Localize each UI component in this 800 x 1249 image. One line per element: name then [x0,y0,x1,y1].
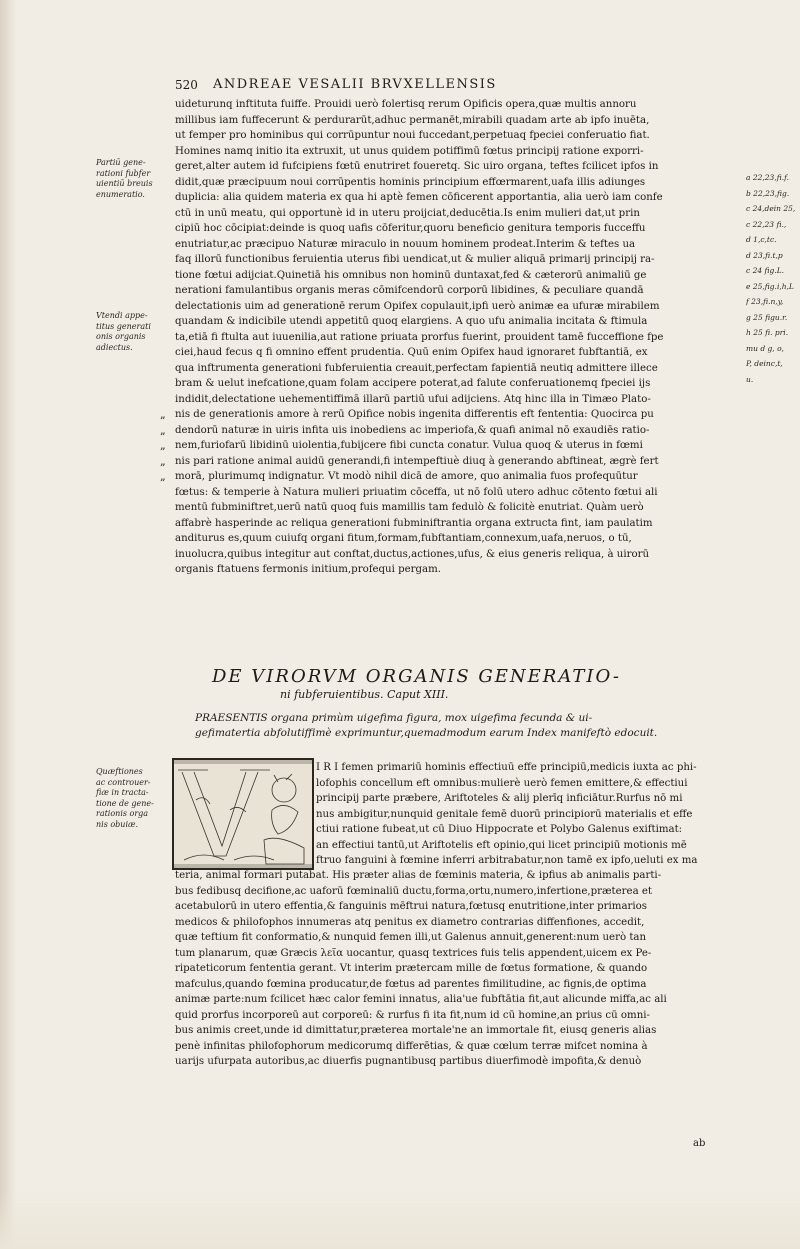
text-line: dendorū naturæ in uiris infita uis inobediens ac imperiofa,& quafi animal nō exaudiēs ratio- [175,424,650,436]
text-line: ftruo fanguini à fœmine inferri arbitrabatur,non tamē ex ipfo,ueluti ex ma [316,855,698,866]
text-line: ctiui ratione fubeat,ut cū Diuo Hippocrate et Polybo Galenus exiftimat: [316,824,683,835]
text-line: h 25 fi. pri. [746,328,789,337]
decorated-initial-v [172,758,314,870]
text-line: Partiū gene- [96,158,146,167]
catchword: ab [693,1138,706,1149]
text-line: nis obuiæ. [96,819,139,829]
quote-marks [160,407,166,485]
text-line: nis pari ratione animal auidū generandi,fi intempeftiuè diuq à generando abftineat, ægrè fert [175,455,659,467]
text-line: c 24,dein 25, [746,204,796,213]
summary-line: PRAESENTIS organa primùm uigefima figura, mox uigefima fecunda & ui- [195,712,593,724]
chapter-summary [195,711,740,741]
margin-note-generation-organs [96,158,174,200]
text-line: millibus iam fuffecerunt & perdurarūt,adhuc permanēt,mirabili quadam arte ab ipfo inuēta, [175,114,650,126]
text-line: titus generati [96,321,151,331]
chapter-subtitle: ni fubferuientibus. Caput XIII. [280,688,449,701]
text-line: c 22,23 fi., [746,219,787,229]
text-line: quæ teftium fit conformatio,& nunquid femen illi,ut Galenus annuit,generent:num uerò tan [175,932,647,943]
text-line: bus fedibusq decifione,ac uaforū fœminaliū ductu,forma,ortu,numero,infertione,præterea et [175,885,653,897]
text-line: affabrè hasperinde ac reliqua generationi fubminiftrantia organa extructa fint, iam paulatim [175,517,653,529]
text-line: uideturunq inftituta fuiffe. Prouidi uerò folertisq rerum Opificis opera,quæ multis annoru [175,99,637,110]
text-line: „ [160,408,166,421]
text-line: ac controuer- [96,777,151,787]
text-line: penè infinitas philofophorum medicorumq differētias, & quæ cœlum terræ mifcet nomina à [175,1040,648,1052]
text-line: nem,furiofarū libidinū uiolentia,fubijcere fibi cuncta conatur. Vulua quoq & uterus in fœmi [175,440,643,451]
text-line: principij parte præbere, Ariftoteles & alij plerīq inficiātur.Rurfus nō mi [316,793,683,804]
text-line: e 25,fig.i,h,L [746,281,794,291]
text-line: geret,alter autem id fufcipiens fœtū enutriret foueretq. Sic uiro organa, teftes fcilicet ipfos in [175,161,659,172]
text-line: medicos & philofophos innumeras atq penitus ex diametro contrarias diffenfiones, accedit, [175,916,645,928]
text-line: uientiū breuis [96,179,153,188]
text-line: an effectiui tantū,ut Ariftotelis eft opinio,qui licet principiū motionis mē [316,839,687,851]
text-line: teria, animal formari putabat. His præter alias de fœminis materia, & ipfius ab animalis parti- [175,870,662,881]
margin-note-appetite [96,311,174,353]
text-line: d 23,fi.t,p [746,250,783,260]
text-line: duplicia: alia quidem materia ex qua hi aptè femen cōficerent apportantia, alia uerò iam confe [175,192,663,203]
text-line: Homines namq initio ita extruxit, ut unus quidem potiffimū fœtus principij ratione exporri- [175,145,644,157]
text-line: fiæ in tracta- [96,788,149,797]
text-line: u. [746,374,754,384]
text-line: delectationis uim ad generationē rerum Opifex copulauit,ipfi uerò animæ ea ufuræ mirabilem [175,300,660,312]
text-line: indidit,delectatione uehementiffimā illarū partiū ufui adijciens. Atq hinc illa in Timæo Plato- [175,393,651,405]
text-line: g 25 figu.r. [746,312,788,322]
text-line: bram & uelut inefcatione,quam folam accipere poterat,ad falute conferuationemq fpeciei ijs [175,378,651,389]
text-line: lofophis concellum eft omnibus:mulierè uerò femen emittere,& effectiui [316,777,688,789]
body-text-top [175,97,740,578]
text-line: nus ambigitur,nunquid genitale femē duorū principiorū materialis et effe [316,808,693,820]
text-line: fœtus: & temperie à Natura mulieri priuatim cōceffa, ut nō folū utero adhuc cōtento fœtui ali [175,486,658,498]
text-line: onis organis [96,332,146,341]
text-line: „ [160,423,166,437]
text-line: P, deinc,t, [746,359,783,368]
text-line: ripateticorum fententia gerant. Vt interim prætercam mille de fœtus formatione, & quando [175,963,648,974]
text-line: morā, plurimumq indignatur. Vt modò nihil dicā de amore, quo animalia fuos profequūtur [175,471,638,482]
text-line: adiectus. [96,342,133,352]
page-header [175,77,735,97]
text-line: cipiū hoc cōcipiat:deinde is quoq uafis cōferitur,quoru beneficio genitura temporis fucceffu [175,223,646,234]
text-line: quid prorfus incorporeū aut corporeū: & rurfus fi ita fit,num id cū homine,an prius cū omni- [175,1009,650,1021]
text-line: tum planarum, quæ Græcis λεῖα uocantur, quasq textrices fuis telis appendent,uicem ex Pe- [175,947,652,959]
text-line: anditurus es,quum cuiufq organi fitum,formam,fubftantiam,connexum,uafa,neruos, o tū, [175,533,632,544]
page-edge-shadow [0,0,16,1249]
text-line: enumeratio. [96,189,145,199]
text-line: mentū fubminiftret,uerū natū quoq fuis mamillis tam fedulò & folicitè enutriat. Quàm uerò [175,502,644,513]
text-line: uarijs ufurpata autoribus,ac diuerfis pugnantibusq partibus diuerfimodè impofita,& denuò [175,1056,642,1067]
text-line: tione de gene- [96,798,154,808]
text-line: animæ parte:num fcilicet hæc calor femini innatus, alia'ue fubftātia fit,aut alicunde miffa,ac ali [175,994,667,1005]
text-line: ta,etiā fi ftulta aut iuuenilia,aut ratione priuata prorfus fuerint, prouident tamē fucceffione fpe [175,331,664,343]
text-line: rationis orga [96,809,149,818]
text-line: didit,quæ præcipuum noui corrūpentis hominis principium effœrmarent,uafa illis adiunges [175,176,646,188]
chapter-title: DE VIRORVM ORGANIS GENERATIO- [212,666,621,687]
text-line: nis de generationis amore à rerū Opifice nobis ingenita differentis eft fententia: Quocirca pu [175,409,654,420]
text-line: c 24 fig.L. [746,266,785,275]
woodcut-initial-image [174,760,312,868]
text-line: tione fœtui adijciat.Quinetiā his omnibus non hominū duntaxat,fed & cæterorū animaliū ge [175,269,647,281]
text-line: quandam & indicibile utendi appetitū quoq elargiens. A quo ufu animalia incitata & ftimula [175,316,648,327]
text-line: I R I femen primariū hominis effectiuū effe principiū,medicis iuxta ac phi- [316,762,697,773]
text-line: f 23,fi.n,y, [746,297,784,306]
text-line: bus animis creet,unde id dimittatur,præterea mortale'ne an immortale fit, eiusq generis alias [175,1025,657,1036]
text-line: inuolucra,quibus integitur aut conftat,ductus,actiones,ufus, & eius generis reliqua, à uirorū [175,548,650,560]
margin-note-controversies [96,767,174,830]
body-text-initial [316,760,741,869]
running-title: ANDREAE VESALII BRVXELLENSIS [213,77,497,92]
text-line: a 22,23,fi.f. [746,173,789,182]
margin-citations [746,173,796,390]
text-line: mu d g, o, [746,343,784,353]
text-line: ciei,haud fecus q fi omnino effent prudentia. Quū enim Opifex haud ignoraret fubftantiā, ex [175,347,648,358]
body-text-bottom [175,868,740,1070]
text-line: nerationi famulantibus organis meras cōmifcendorū corporū libidines, & peculiare quandā [175,285,644,296]
text-line: rationi fubfer [96,168,151,178]
summary-line: gefimatertia abfolutiffimè exprimuntur,quemadmodum earum Index manifeftò edocuit. [195,727,658,739]
text-line: qua inftrumenta generationi fubferuientia creauit,perfectam fapientiā neutiq admittere illece [175,362,658,374]
text-line: organis ftatuens fermonis initium,profequi pergam. [175,564,441,575]
text-line: d 1,c,tc. [746,235,777,244]
text-line: b 22,23,fig. [746,188,790,198]
text-line: „ [160,470,166,483]
text-line: „ [160,454,166,468]
page-bottom-shadow [0,1189,800,1249]
text-line: acetabulorū in utero effentia,& fanguinis mēftrui natura,fœtusq enutritione,inter primarios [175,901,648,912]
text-line: ut femper pro hominibus qui corrūpuntur noui fuccedant,perpetuaq fpeciei conferuatio fiat. [175,130,650,141]
text-line: ctū in unū meatu, qui opportunè id in uteru proijciat,deducētia.Is enim mulieri dat,ut prin [175,207,640,219]
text-line: Quæftiones [96,767,143,776]
text-line: enutriatur,ac præcipuo Naturæ miraculo in nouum hominem prodeat.Interim & teftes ua [175,238,636,250]
text-line: „ [160,439,166,452]
page-number: 520 [175,78,198,92]
text-line: mafculus,quando fœmina producatur,de fœtus ad parentes fimilitudine, ac fignis,de optima [175,978,647,990]
text-line: faq illorū functionibus feruientia uterus fibi uendicat,ut & mulier aliquā primarij principij ra- [175,254,655,265]
text-line: Vtendi appe- [96,311,148,320]
